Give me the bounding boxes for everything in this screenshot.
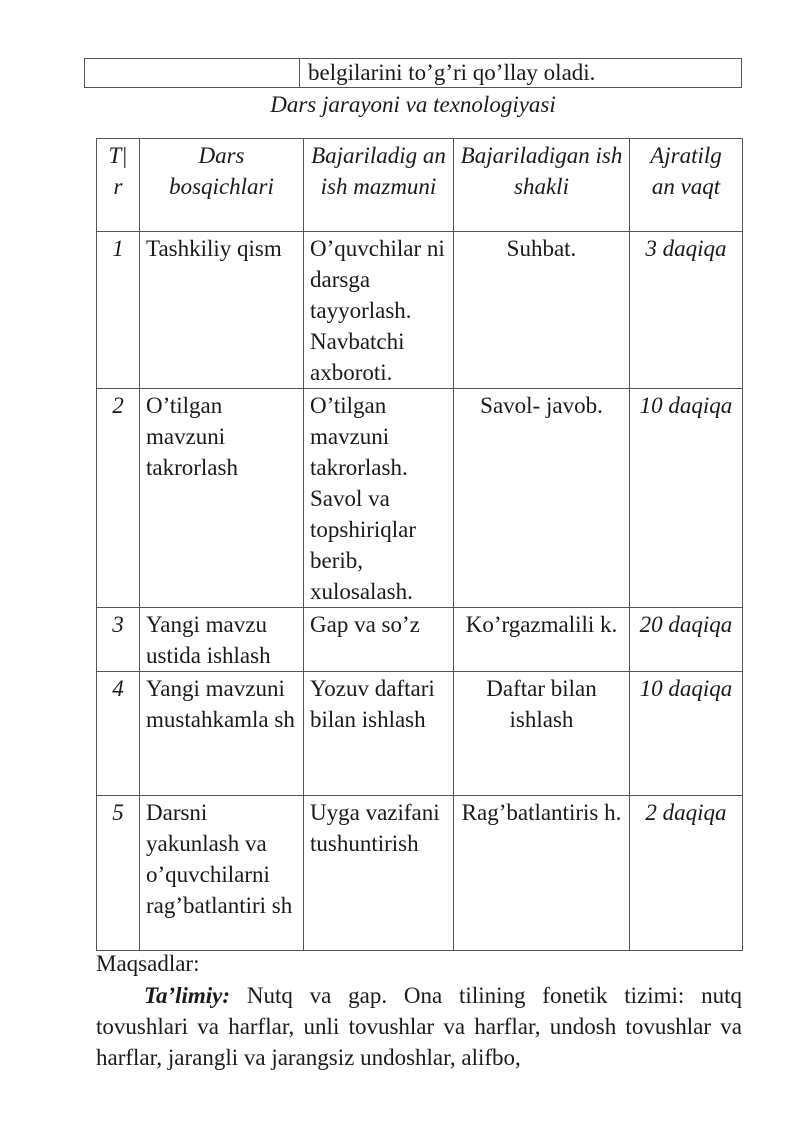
row-content: Uyga vazifani tushuntirish bbox=[304, 796, 454, 951]
row-time: 10 daqiqa bbox=[630, 672, 743, 796]
row-content: Yozuv daftari bilan ishlash bbox=[304, 672, 454, 796]
goal-text: Nutq va gap. Ona tilining fonetik tizimi: nutq tovushlari va harflar, unli tovushlar va harflar, undosh tovushlar va harflar, jarangli va jarangsiz undoshlar, alifbo, bbox=[96, 983, 742, 1070]
header-number: T| r bbox=[97, 139, 140, 232]
row-content: Gap va so’z bbox=[304, 608, 454, 672]
row-form: Savol- javob. bbox=[454, 389, 630, 608]
row-time: 3 daqiqa bbox=[630, 232, 743, 389]
row-number: 1 bbox=[97, 232, 140, 389]
row-number: 4 bbox=[97, 672, 140, 796]
table-row bbox=[97, 232, 743, 389]
row-content: O’tilgan mavzuni takrorlash. Savol va topshiriqlar berib, xulosalash. bbox=[304, 389, 454, 608]
row-form: Rag’batlantiris h. bbox=[454, 796, 630, 951]
row-form: Ko’rgazmalili k. bbox=[454, 608, 630, 672]
row-stage: Darsni yakunlash va o’quvchilarni rag’batlantiri sh bbox=[140, 796, 304, 951]
previous-table-row bbox=[84, 58, 742, 88]
row-form: Daftar bilan ishlash bbox=[454, 672, 630, 796]
table-row bbox=[97, 796, 743, 951]
row-stage: Tashkiliy qism bbox=[140, 232, 304, 389]
row-number: 3 bbox=[97, 608, 140, 672]
row-number: 5 bbox=[97, 796, 140, 951]
lesson-process-table bbox=[96, 138, 743, 951]
goals-heading: Maqsadlar: bbox=[96, 951, 200, 976]
header-content: Bajariladig an ish mazmuni bbox=[304, 139, 454, 232]
educational-goal-paragraph bbox=[96, 980, 742, 1073]
row-time: 10 daqiqa bbox=[630, 389, 743, 608]
row-stage: Yangi mavzu ustida ishlash bbox=[140, 608, 304, 672]
table-row bbox=[97, 608, 743, 672]
row-number: 2 bbox=[97, 389, 140, 608]
row-time: 20 daqiqa bbox=[630, 608, 743, 672]
row-content: O’quvchilar ni darsga tayyorlash. Navbatchi axboroti. bbox=[304, 232, 454, 389]
row-stage: Yangi mavzuni mustahkamla sh bbox=[140, 672, 304, 796]
header-stage: Dars bosqichlari bbox=[140, 139, 304, 232]
table-caption: Dars jarayoni va texnologiyasi bbox=[270, 92, 556, 117]
empty-cell bbox=[85, 59, 300, 88]
row-time: 2 daqiqa bbox=[630, 796, 743, 951]
row-stage: O’tilgan mavzuni takrorlash bbox=[140, 389, 304, 608]
table-row bbox=[97, 389, 743, 608]
header-form: Bajariladigan ish shakli bbox=[454, 139, 630, 232]
continued-outcome-cell: belgilarini to’g’ri qo’llay oladi. bbox=[300, 59, 742, 88]
goal-label: Ta’limiy: bbox=[144, 983, 231, 1008]
row-form: Suhbat. bbox=[454, 232, 630, 389]
header-time: Ajratilg an vaqt bbox=[630, 139, 743, 232]
table-row bbox=[97, 672, 743, 796]
